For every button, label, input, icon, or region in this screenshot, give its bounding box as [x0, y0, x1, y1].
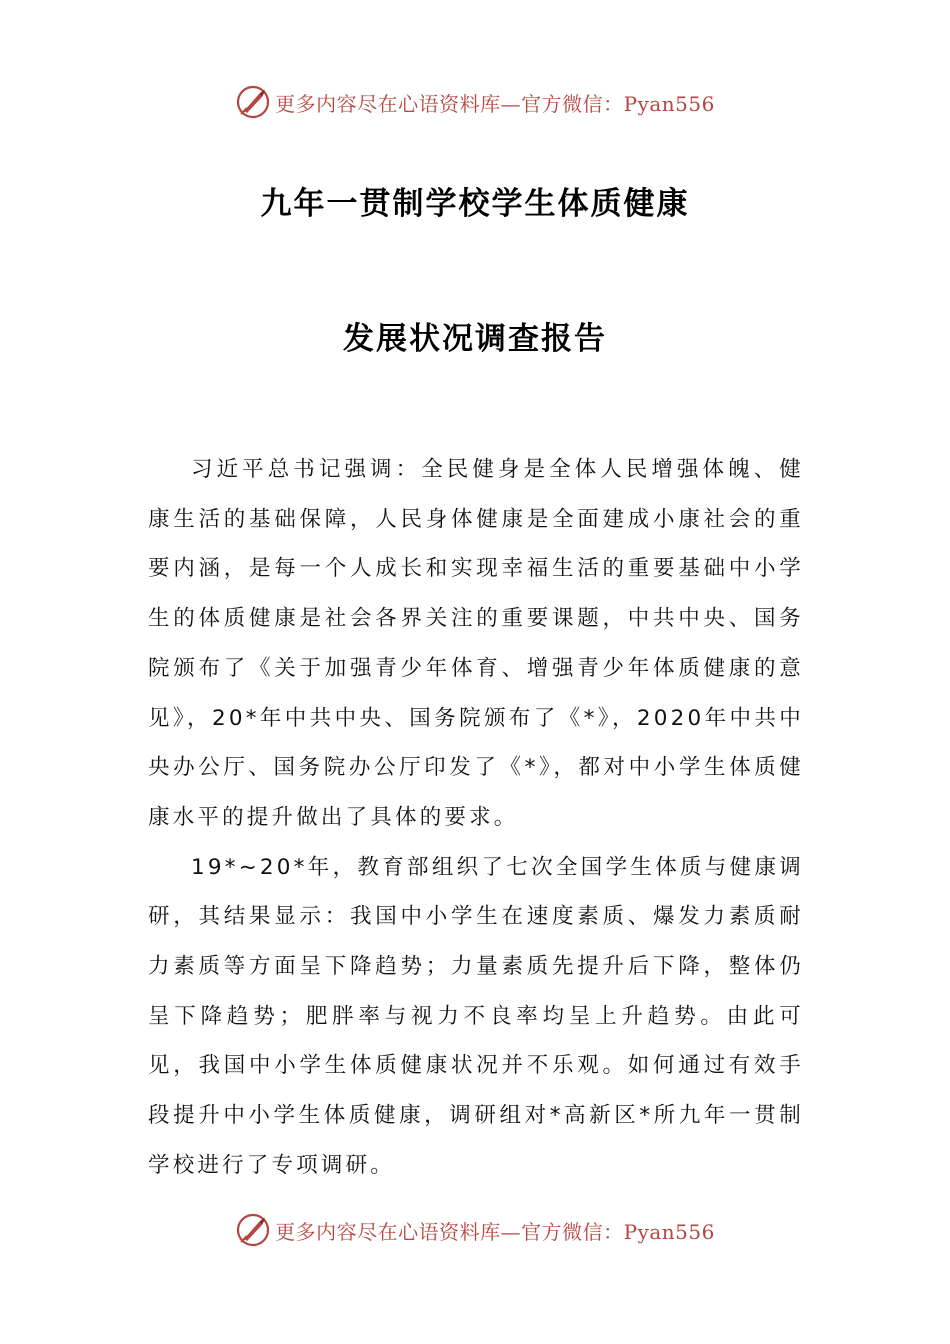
footer-watermark-banner	[0, 1210, 950, 1250]
header-watermark-banner	[0, 82, 950, 122]
watermark-text: 更多内容尽在心语资料库—官方微信：Pyan556	[275, 1219, 715, 1244]
watermark-text: 更多内容尽在心语资料库—官方微信：Pyan556	[275, 91, 715, 116]
body-paragraph-2: 19*~20*年，教育部组织了七次全国学生体质与健康调研，其结果显示：我国中小学生在速度素质、爆发力素质耐力素质等方面呈下降趋势；力量素质先提升后下降，整体仍呈下降趋势；肥胖率与视力不良率均呈上升趋势。由此可见，我国中小学生体质健康状况并不乐观。如何通过有效手段提升中小学生体质健康，调研组对*高新区*所九年一贯制学校进行了专项调研。	[148, 854, 804, 1178]
quill-pen-logo-icon	[235, 1212, 271, 1248]
quill-pen-logo-icon	[235, 84, 271, 120]
document-title-line-1: 九年一贯制学校学生体质健康	[260, 186, 690, 222]
body-paragraph-1: 习近平总书记强调：全民健身是全体人民增强体魄、健康生活的基础保障，人民身体健康是全面建成小康社会的重要内涵，是每一个人成长和实现幸福生活的重要基础中小学生的体质健康是社会各界关注的重要课题，中共中央、国务院颁布了《关于加强青少年体育、增强青少年体质健康的意见》，20*年中共中央、国务院颁布了《*》，2020年中共中央办公厅、国务院办公厅印发了《*》，都对中小学生体质健康水平的提升做出了具体的要求。	[148, 457, 804, 830]
document-title-line-2: 发展状况调查报告	[343, 321, 607, 357]
document-body	[148, 445, 804, 1191]
